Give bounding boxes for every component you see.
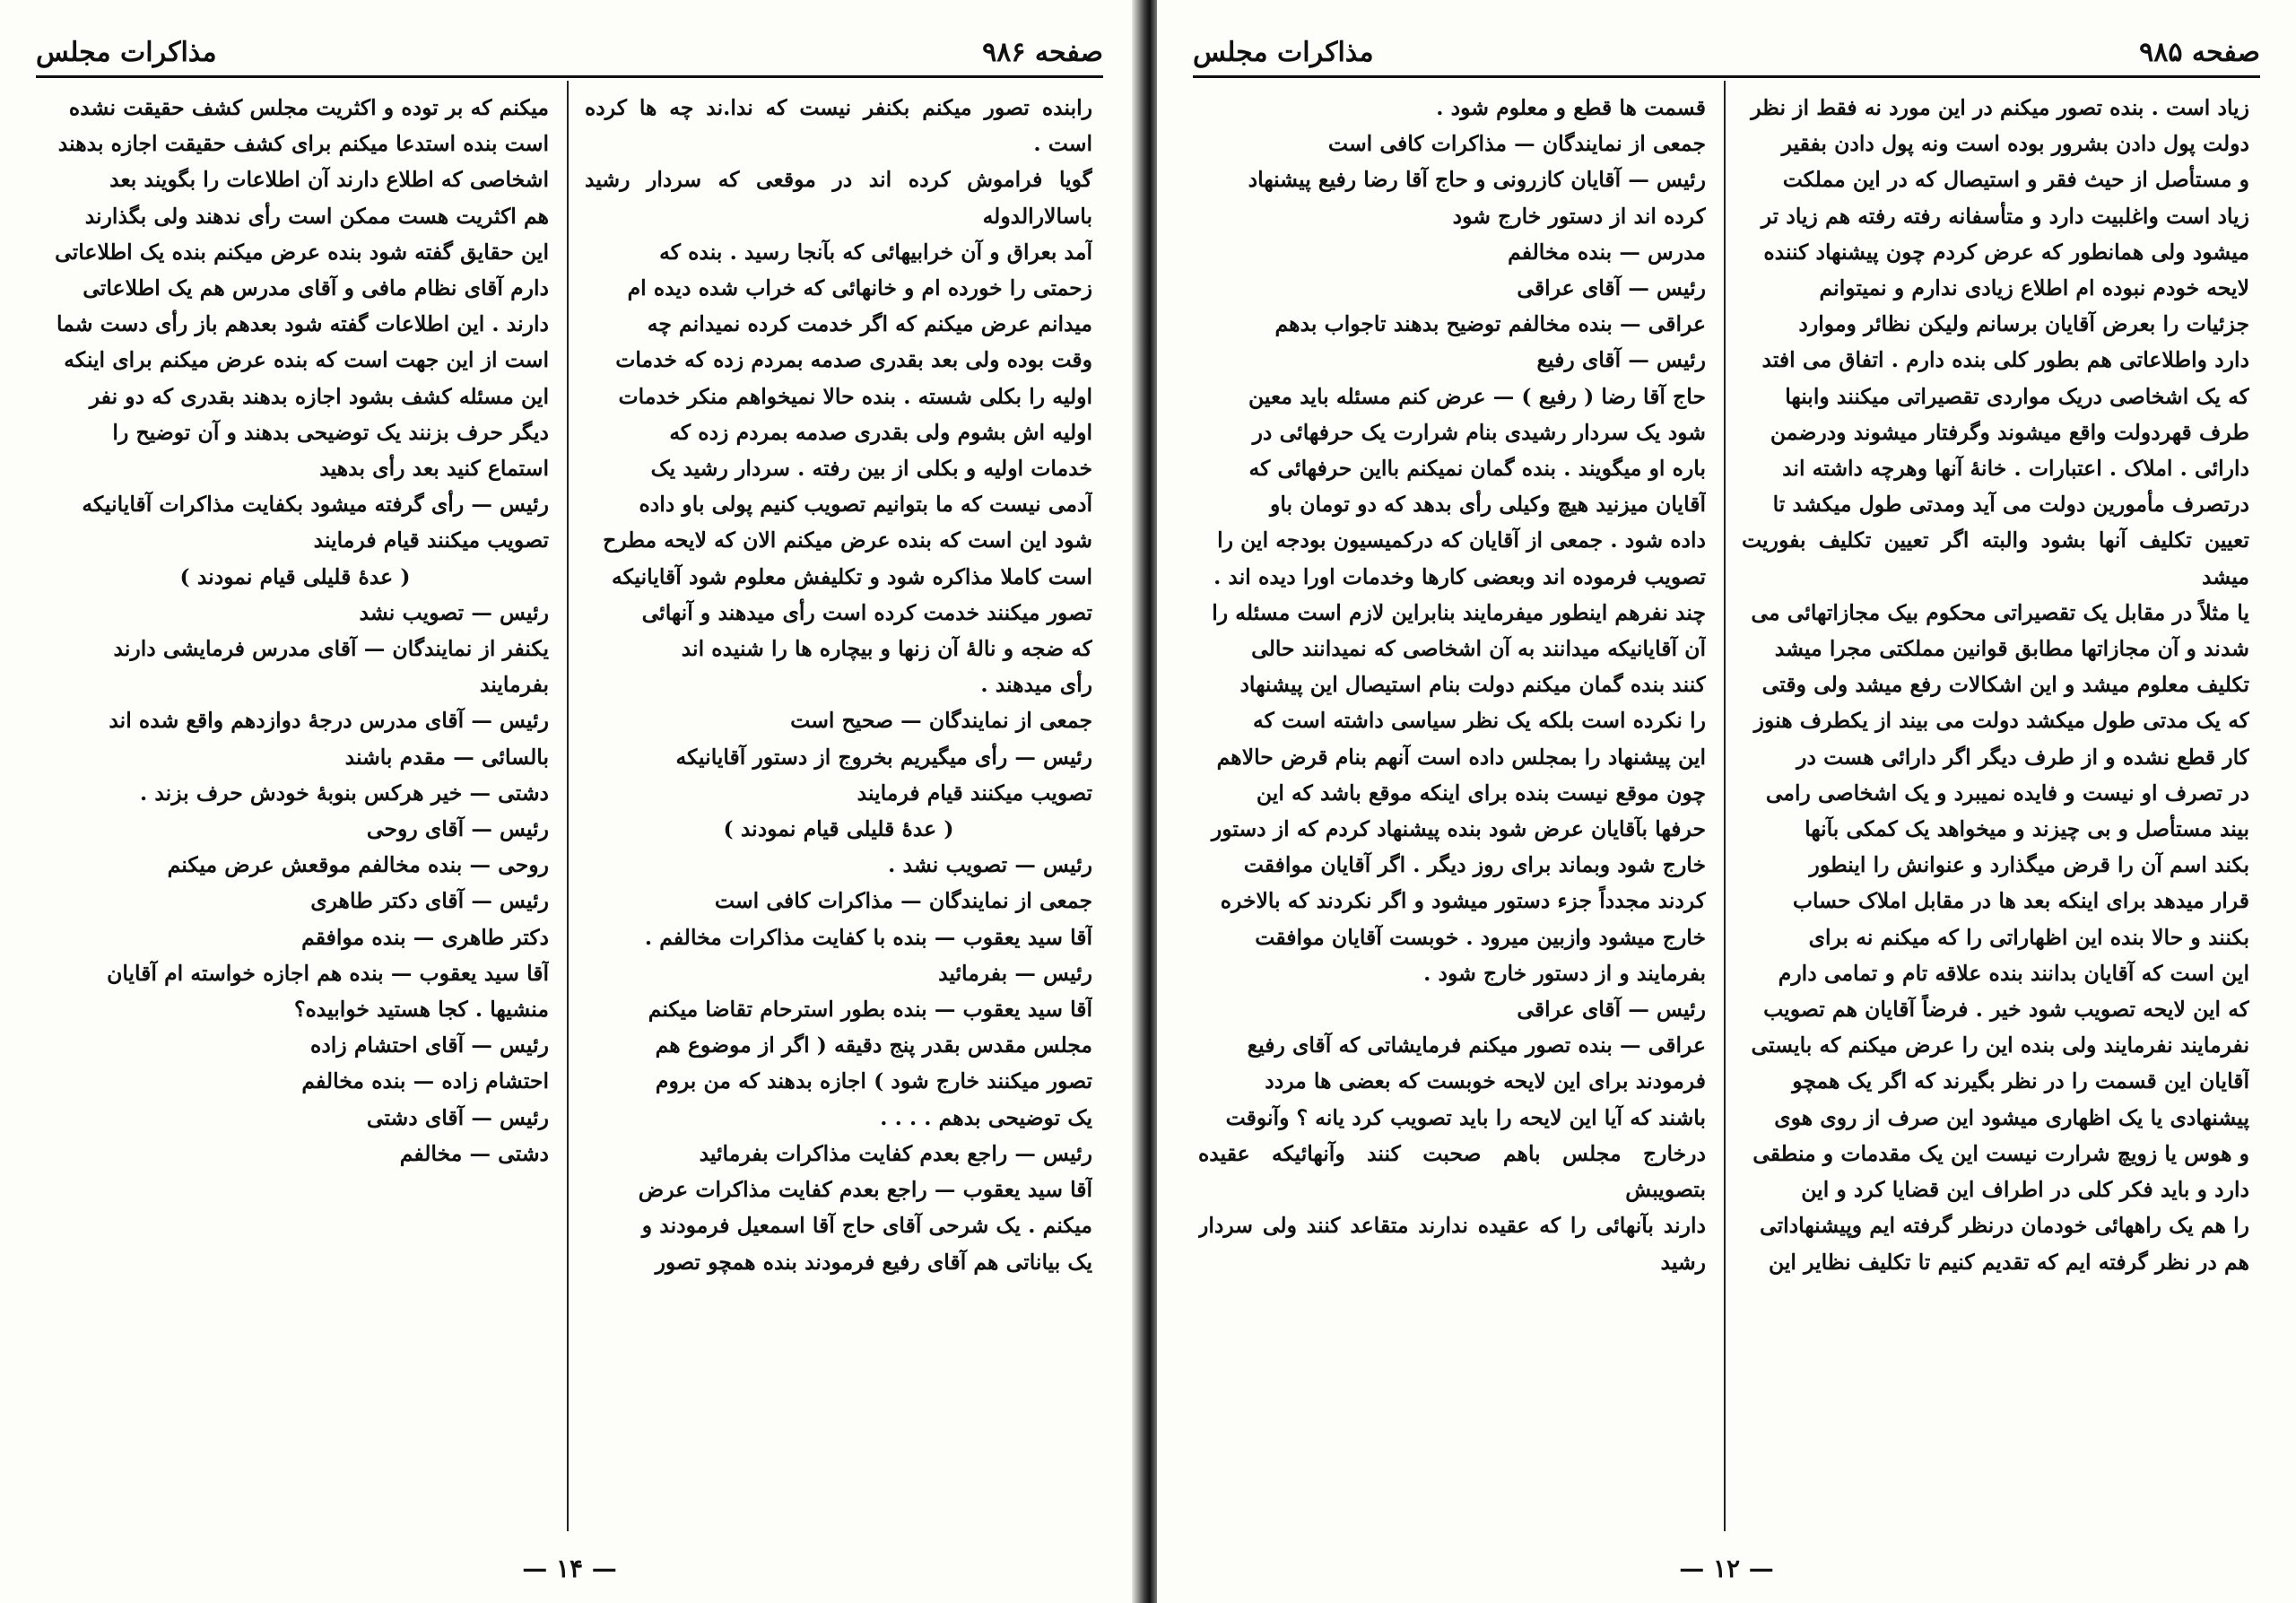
right-page-right-column (1742, 90, 2249, 1534)
text-line: آقایان این قسمت را در نظر بگیرند که اگر یک همچو (1792, 1068, 2249, 1094)
text-line: خارج میشود وازبین میرود . خوبست آقایان موافقت (1255, 924, 1706, 950)
text-line: این حقایق گفته شود بنده عرض میکنم بنده یک اطلاعاتی (55, 239, 549, 265)
text-line: رأی میدهند . (980, 672, 1092, 698)
text-line: باشند که آیا این لایحه را باید تصویب کرد یانه ؟ وآنوقت (1225, 1104, 1706, 1130)
text-line: حرفها بآقایان عرض شود بنده پیشنهاد کردم که از دستور (1211, 816, 1706, 842)
text-line: را نکرده است بلکه یک نظر سیاسی داشته است که (1253, 708, 1706, 734)
right-page-number: صفحه ۹۸۵ (2139, 36, 2260, 68)
text-line: آدمی نیست که ما بتوانیم تصویب کنیم پولی باو داده (639, 492, 1092, 518)
text-line: رئیس — تصویب نشد . (888, 852, 1092, 878)
text-line: جمعی از نمایندگان — صحیح است (790, 708, 1092, 734)
text-line: این مسئله کشف بشود اجازه بدهند بقدری که دو نفر (89, 383, 549, 409)
text-line: تعیین تکلیف آنها بشود والبته اگر تعیین تکلیف بفوریت میشد (1742, 527, 2249, 589)
text-line: است کاملا مذاکره شود و تکلیفش معلوم شود آقایانیکه (611, 563, 1092, 589)
text-line: زیاد است . بنده تصور میکنم در این مورد نه فقط از نظر (1751, 95, 2249, 120)
text-line: بکنند و حالا بنده این اظهاراتی را که میکنم نه برای (1808, 924, 2249, 950)
text-line: در تصرف او نیست و فایده نمیبرد و یک اشخاصی رامی (1765, 780, 2249, 806)
text-line: هم اکثریت هست ممکن است رأی ندهند ولی بگذارند (84, 203, 549, 229)
text-line: است بنده استدعا میکنم برای کشف حقیقت اجازه بدهند (57, 131, 549, 157)
left-page-right-column (585, 90, 1092, 1534)
left-page-number: صفحه ۹۸۶ (982, 36, 1103, 68)
left-header-rule (36, 75, 1103, 78)
text-line: اولیه را بکلی شسته . بنده حالا نمیخواهم منکر خدمات (618, 383, 1092, 409)
text-line: رئیس — رأی میگیریم بخروج از دستور آقایانیکه (675, 744, 1092, 770)
text-line: رئیس — بفرمائید (938, 960, 1092, 986)
right-page-title: مذاکرات مجلس (1193, 36, 1374, 68)
text-line: پیشنهادی یا یک اظهاری میشود این صرف از روی هوی (1774, 1104, 2249, 1130)
text-line: کنند بنده گمان میکنم دولت بنام استیصال این پیشنهاد (1239, 672, 1706, 698)
text-line: رئیس — راجع بعدم کفایت مذاکرات بفرمائید (699, 1140, 1092, 1166)
text-line: این است که آقایان بدانند بنده علاقه تام و تمامی دارم (1778, 960, 2249, 986)
text-line: تصور میکنند خدمت کرده است رأی میدهند و آنهائی (641, 599, 1092, 625)
text-line: و مستأصل از حیث فقر و استیصال که در این مملکت (1782, 167, 2249, 193)
text-line: میکنم که بر توده و اکثریت مجلس کشف حقیقت نشده (68, 95, 549, 120)
text-line: این پیشنهاد را بمجلس داده است آنهم بنام قرض حالاهم (1216, 744, 1706, 770)
text-line: آقا سید یعقوب — بنده هم اجازه خواسته ام آقایان (107, 960, 549, 986)
text-line: که یک مدتی طول میکشد دولت می بیند از یکطرف هنوز (1753, 708, 2249, 734)
text-line: کردند مجدداً جزء دستور میشود و اگر نکردند که بالاخره (1220, 888, 1706, 914)
text-line: رئیس — رأی گرفته میشود بکفایت مذاکرات آقایانیکه (82, 492, 549, 518)
text-line: میدانم عرض میکنم که اگر خدمت کرده نمیدانم چه (647, 311, 1092, 337)
text-line: استماع کنید بعد رأی بدهید (319, 456, 549, 482)
text-line: دارائی . املاک . اعتبارات . خانهٔ آنها وهرچه داشته اند (1782, 456, 2249, 482)
text-line: تصویب میکنند قیام فرمایند (857, 780, 1092, 806)
text-line: قرار میدهد برای اینکه بعد ها در مقابل املاک حساب (1792, 888, 2249, 914)
text-line: یکنفر از نمایندگان — آقای مدرس فرمایشی دارند (113, 636, 549, 662)
text-line: داده شود . جمعی از آقایان که درکمیسیون بودجه این را (1217, 527, 1706, 553)
text-line: مجلس مقدس بقدر پنج دقیقه ( اگر از موضوع هم (655, 1032, 1092, 1059)
text-line: خدمات اولیه و بکلی از بین رفته . سردار رشید یک (650, 456, 1092, 482)
text-line: چون موقع نیست بنده برای اینکه موقع باشد که این (1256, 780, 1706, 806)
text-line: رئیس — آقای عراقی (1517, 275, 1706, 301)
text-line: که یک اشخاصی دریک مواردی تقصیراتی میکنند وابنها (1785, 383, 2249, 409)
left-page-title: مذاكرات مجلس (36, 36, 217, 68)
text-line: شود یک سردار رشیدی بنام شرارت یک حرفهائی در (1252, 419, 1706, 445)
text-line: میشود ولی همانطور که عرض کردم چون پیشنهاد کننده (1763, 239, 2249, 265)
text-line: تصویب میکنند قیام فرمایند (313, 527, 549, 553)
text-line: باره او میگویند . بنده گمان نمیکنم بااین حرفهائی که (1248, 456, 1706, 482)
text-line: و هوس یا زویچ شرارت نیست این یک مقدمات و منطقی (1752, 1140, 2249, 1166)
text-line: تصویب فرموده اند وبعضی کارها وخدمات اورا دیده اند . (1213, 563, 1706, 589)
text-line: جمعی از نمایندگان — مذاکرات کافی است (714, 888, 1092, 914)
left-page-left-column (41, 90, 549, 1534)
text-line: رئیس — آقای دشتی (366, 1104, 549, 1130)
text-line: دولت پول دادن بشرور بوده است ونه پول دادن بفقیر (1781, 131, 2249, 157)
text-line: طرف قهردولت واقع میشوند وگرفتار میشوند ودرضمن (1770, 419, 2249, 445)
right-page-left-column (1198, 90, 1706, 1534)
text-line: منشیها . کجا هستید خوابیده؟ (294, 997, 549, 1023)
text-line: تصور میکنند خارج شود ) اجازه بدهند که من بروم (655, 1068, 1092, 1094)
text-line: مدرس — بنده مخالفم (1508, 239, 1706, 265)
text-line: رئیس — آقای روحی (366, 816, 549, 842)
text-line: گویا فراموش کرده اند در موقعی که سردار رشید باسالارالدوله (585, 167, 1092, 229)
text-line: که ضجه و نالهٔ آن زنها و بیچاره ها را شنیده اند (681, 636, 1092, 662)
text-line: بکند اسم آن را قرض میگذارد و عنوانش را اینطور (1809, 852, 2249, 878)
text-line: زحمتی را خورده ام و خانهائی که خراب شده دیده ام (627, 275, 1092, 301)
text-line: دارند بآنهائی را که عقیده ندارند متقاعد کنند ولی سردار رشید (1198, 1213, 1706, 1275)
text-line: زیاد است واغلبیت دارد و متأسفانه رفته رفته هم زیاد تر (1761, 203, 2249, 229)
left-page (0, 0, 1139, 1603)
text-line: آقا سید یعقوب — بنده با کفایت مذاکرات مخالفم . (644, 924, 1092, 950)
text-line: تکلیف معلوم میشد و این اشکالات رفع میشد ولی وقتی (1761, 672, 2249, 698)
text-line: که این لایحه تصویب شود خیر . فرضاً آقایان هم تصویب (1763, 997, 2249, 1023)
text-line: رئیس — آقای دکتر طاهری (310, 888, 549, 914)
text-line: هم در نظر گرفته ایم که تقدیم کنیم تا تکلیف نظایر این (1768, 1249, 2249, 1275)
text-line: جمعی از نمایندگان — مذاکرات کافی است (1327, 131, 1706, 157)
left-page-folio: — ۱۴ — (522, 1554, 617, 1583)
text-line: آقا سید یعقوب — راجع بعدم کفایت مذاکرات عرض (638, 1177, 1092, 1203)
text-line: کرده اند از دستور خارج شود (1452, 203, 1706, 229)
text-line: خارج شود وبماند برای روز دیگر . اگر آقایان موافقت (1243, 852, 1706, 878)
text-line: فرمودند برای این لایحه خوبست که بعضی ها مردد (1265, 1068, 1706, 1094)
text-line: دارد و باید فکر کلی در اطراف این قضایا کرد و این (1801, 1177, 2249, 1203)
text-line: آمد بعراق و آن خرابیهائی که بآنجا رسید . بنده که (659, 239, 1092, 265)
text-line: درتصرف مأمورین دولت می آید ومدتی طول میکشد تا (1772, 492, 2249, 518)
text-line: دارم آقای نظام مافی و آقای مدرس هم یک اطلاعاتی (83, 275, 549, 301)
text-line: رئیس — آقای عراقی (1517, 997, 1706, 1023)
text-line: رئیس — آقای رفیع (1536, 347, 1706, 373)
text-line: عراقی — بنده مخالفم توضیح بدهند تاجواب بدهم (1274, 311, 1706, 337)
right-page-folio: — ۱۲ — (1679, 1554, 1774, 1583)
text-line: یک بیاناتی هم آقای رفیع فرمودند بنده همچو تصور (655, 1249, 1092, 1275)
text-line: است از این جهت است که بنده عرض میکنم برای اینکه (64, 347, 549, 373)
text-line: آن آقایانیکه میدانند به آن اشخاصی که نمیدانند حالی (1251, 636, 1706, 662)
left-column-rule (567, 81, 569, 1531)
text-line: میکنم . یک شرحی آقای حاج آقا اسمعیل فرمودند و (641, 1213, 1092, 1239)
text-line: دارند . این اطلاعات گفته شود بعدهم باز رأی دست شما (56, 311, 549, 337)
right-page (1157, 0, 2296, 1603)
text-line: اشخاصی که اطلاع دارند آن اطلاعات را بگویند بعد (109, 167, 549, 193)
text-line: بفرمایند و از دستور خارج شود . (1423, 960, 1706, 986)
text-line: رئیس — آقای احتشام زاده (310, 1032, 549, 1059)
text-line: یا مثلاً در مقابل یک تقصیراتی محکوم بیک مجازاتهائی می (1751, 599, 2249, 625)
right-column-rule (1724, 81, 1726, 1531)
text-line: حاج آقا رضا ( رفیع ) — عرض کنم مسئله باید معین (1248, 383, 1706, 409)
right-page-header (1193, 29, 2260, 75)
text-line: آقا سید یعقوب — بنده بطور استرحام تقاضا میکنم (648, 997, 1092, 1023)
text-line: رئیس — تصویب نشد (359, 599, 549, 625)
text-line: احتشام زاده — بنده مخالفم (301, 1068, 549, 1094)
text-line: آقایان میزنید هیچ وکیلی رأی بدهد که دو تومان باو (1270, 492, 1706, 518)
text-line: دارد واطلاعاتی هم بطور کلی بنده دارم . اتفاق می افتد (1761, 347, 2249, 373)
text-line: جزئیات را بعرض آقایان برسانم ولیکن نظائر وموارد (1798, 311, 2249, 337)
text-line: عراقی — بنده تصور میکنم فرمایشاتی که آقای رفیع (1247, 1032, 1706, 1059)
text-line: ( عدهٔ قلیلی قیام نمودند ) (179, 563, 411, 589)
text-line: درخارج مجلس باهم صحبت کنند وآنهائیکه عقیده بتصویبش (1198, 1140, 1706, 1203)
text-line: یک توضیحی بدهم . . . . (880, 1104, 1092, 1130)
text-line: اولیه اش بشوم ولی بقدری صدمه بمردم زده که (669, 419, 1092, 445)
text-line: بالسائی — مقدم باشند (344, 744, 549, 770)
left-page-header (36, 29, 1103, 75)
text-line: دکتر طاهری — بنده موافقم (301, 924, 549, 950)
right-header-rule (1193, 75, 2260, 78)
text-line: وقت بوده ولی بعد بقدری صدمه بمردم زده که خدمات (615, 347, 1092, 373)
text-line: رابنده تصور میکنم بکنفر نیست که ندا.ند چه ها کرده است . (585, 95, 1092, 157)
text-line: نفرمایند نفرمایند ولی بنده این را عرض میکنم که بایستی (1751, 1032, 2249, 1059)
text-line: رئیس — آقای مدرس درجهٔ دوازدهم واقع شده اند (109, 708, 549, 734)
text-line: کار قطع نشده و از طرف دیگر اگر دارائی هست در (1796, 744, 2249, 770)
text-line: بیند مستأصل و بی چیزند و میخواهد یک کمکی بآنها (1805, 816, 2249, 842)
text-line: قسمت ها قطع و معلوم شود . (1436, 95, 1706, 120)
text-line: بفرمایند (479, 672, 549, 698)
text-line: رئیس — آقایان کازرونی و حاج آقا رضا رفیع پیشنهاد (1248, 167, 1706, 193)
text-line: شود این است که بنده عرض میکنم الان که لایحه مطرح (603, 527, 1092, 553)
text-line: شدند و آن مجازاتها مطابق قوانین مملکتی مجرا میشد (1774, 636, 2249, 662)
text-line: دیگر حرف بزنند یک توضیحی بدهند و آن توضیح را (112, 419, 549, 445)
text-line: دشتی — مخالفم (399, 1140, 549, 1166)
text-line: لایحه خودم نبوده ام اطلاع زیادی ندارم و نمیتوانم (1819, 275, 2249, 301)
text-line: چند نفرهم اینطور میفرمایند بنابراین لازم است مسئله را (1212, 599, 1706, 625)
text-line: دشتی — خیر هرکس بنوبهٔ خودش حرف بزند . (139, 780, 549, 806)
text-line: را هم یک راههائی خودمان درنظر گرفته ایم وپیشنهاداتی (1760, 1213, 2249, 1239)
text-line: ( عدهٔ قلیلی قیام نمودند ) (723, 816, 954, 842)
text-line: روحی — بنده مخالفم موقعش عرض میکنم (167, 852, 549, 878)
